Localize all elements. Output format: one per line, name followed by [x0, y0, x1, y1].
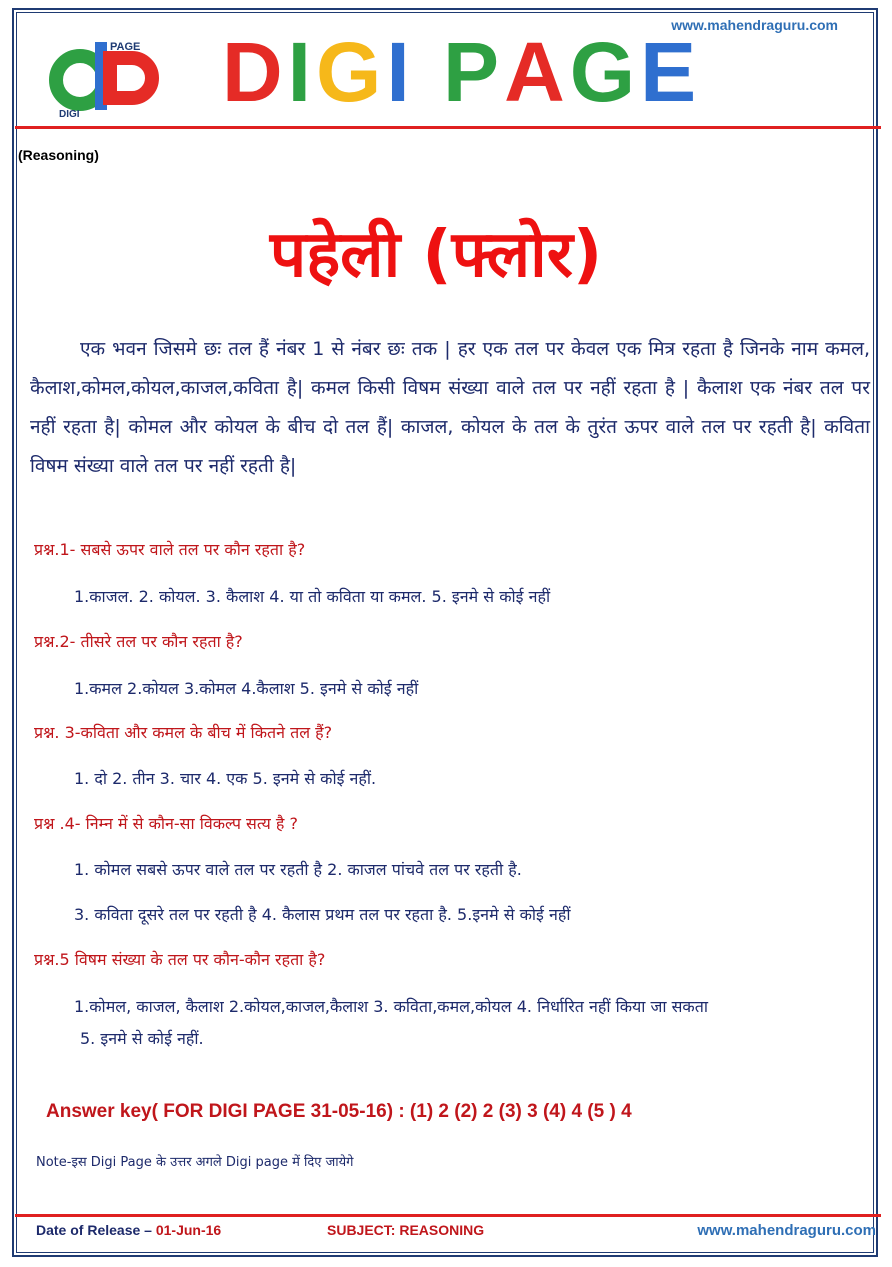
question-1: प्रश्न.1- सबसे ऊपर वाले तल पर कौन रहता है? [34, 540, 306, 559]
question-3: प्रश्न. 3-कविता और कमल के बीच में कितने तल हैं? [34, 723, 333, 742]
puzzle-title: पहेली (फ्लोर) [269, 218, 603, 292]
title-letter: I [287, 25, 317, 119]
question-1-options: 1.काजल. 2. कोयल. 3. कैलाश 4. या तो कविता या कमल. 5. इनमे से कोई नहीं [74, 587, 551, 606]
release-date-label: Date of Release – [36, 1222, 156, 1238]
question-4-options-line-2: 3. कविता दूसरे तल पर रहती है 4. कैलास प्रथम तल पर रहता है. 5.इनमे से कोई नहीं [74, 905, 571, 924]
logo-red-bowl [110, 58, 152, 98]
question-5-options-line-2: 5. इनमे से कोई नहीं. [80, 1029, 204, 1048]
digi-page-logo [44, 38, 174, 118]
question-4: प्रश्न .4- निम्न में से कौन-सा विकल्प सत्य है ? [34, 814, 298, 833]
note-text: Note-इस Digi Page के उत्तर अगले Digi page में दिए जायेगे [36, 1155, 354, 1170]
footer-divider [15, 1214, 881, 1217]
question-2: प्रश्न.2- तीसरे तल पर कौन रहता है? [34, 632, 243, 651]
title-letter: G [569, 25, 641, 119]
answer-key: Answer key( FOR DIGI PAGE 31-05-16) : (1) 2 (2) 2 (3) 3 (4) 4 (5 ) 4 [46, 1101, 632, 1122]
header-website-link[interactable]: www.mahendraguru.com [671, 17, 838, 33]
title-letter [415, 30, 443, 114]
title-letter: E [640, 25, 702, 119]
digi-page-title [222, 25, 702, 119]
footer-website-link[interactable]: www.mahendraguru.com [697, 1222, 876, 1239]
question-4-options-line-1: 1. कोमल सबसे ऊपर वाले तल पर रहती है 2. काजल पांचवे तल पर रहती है. [74, 860, 522, 879]
question-5: प्रश्न.5 विषम संख्या के तल पर कौन-कौन रहता है? [34, 950, 326, 969]
title-letter: P [443, 25, 505, 119]
subject-label: SUBJECT: REASONING [327, 1222, 485, 1238]
title-letter: D [222, 25, 288, 119]
category-label: (Reasoning) [18, 147, 99, 163]
puzzle-passage: एक भवन जिसमे छः तल हैं नंबर 1 से नंबर छः तक | हर एक तल पर केवल एक मित्र रहता है जिनके नाम कमल, कैलाश,कोमल,कोयल,काजल,कविता है| कमल किसी विषम संख्या वाले तल पर नहीं रहता है | कैलाश एक नंबर तल पर नहीं रहता है| कोमल और कोयल के बीच दो तल हैं| काजल, कोयल के तल के तुरंत ऊपर वाले तल पर रहती है| कविता विषम संख्या वाले तल पर नहीं रहती है| [30, 338, 870, 477]
title-letter: I [386, 25, 415, 119]
header-divider [15, 126, 881, 129]
question-2-options: 1.कमल 2.कोयल 3.कोमल 4.कैलाश 5. इनमे से कोई नहीं [74, 679, 419, 698]
title-letter: G [316, 25, 387, 119]
question-3-options: 1. दो 2. तीन 3. चार 4. एक 5. इनमे से कोई नहीं. [74, 769, 377, 788]
release-date [36, 1222, 221, 1238]
release-date-value: 01-Jun-16 [155, 1222, 222, 1238]
question-5-options-line-1: 1.कोमल, काजल, कैलाश 2.कोयल,काजल,कैलाश 3. कविता,कमल,कोयल 4. निर्धारित नहीं किया जा सकता [74, 997, 708, 1016]
logo-text-top: PAGE [110, 41, 141, 53]
logo-text-bottom: DIGI [59, 109, 80, 118]
title-letter: A [504, 25, 570, 119]
